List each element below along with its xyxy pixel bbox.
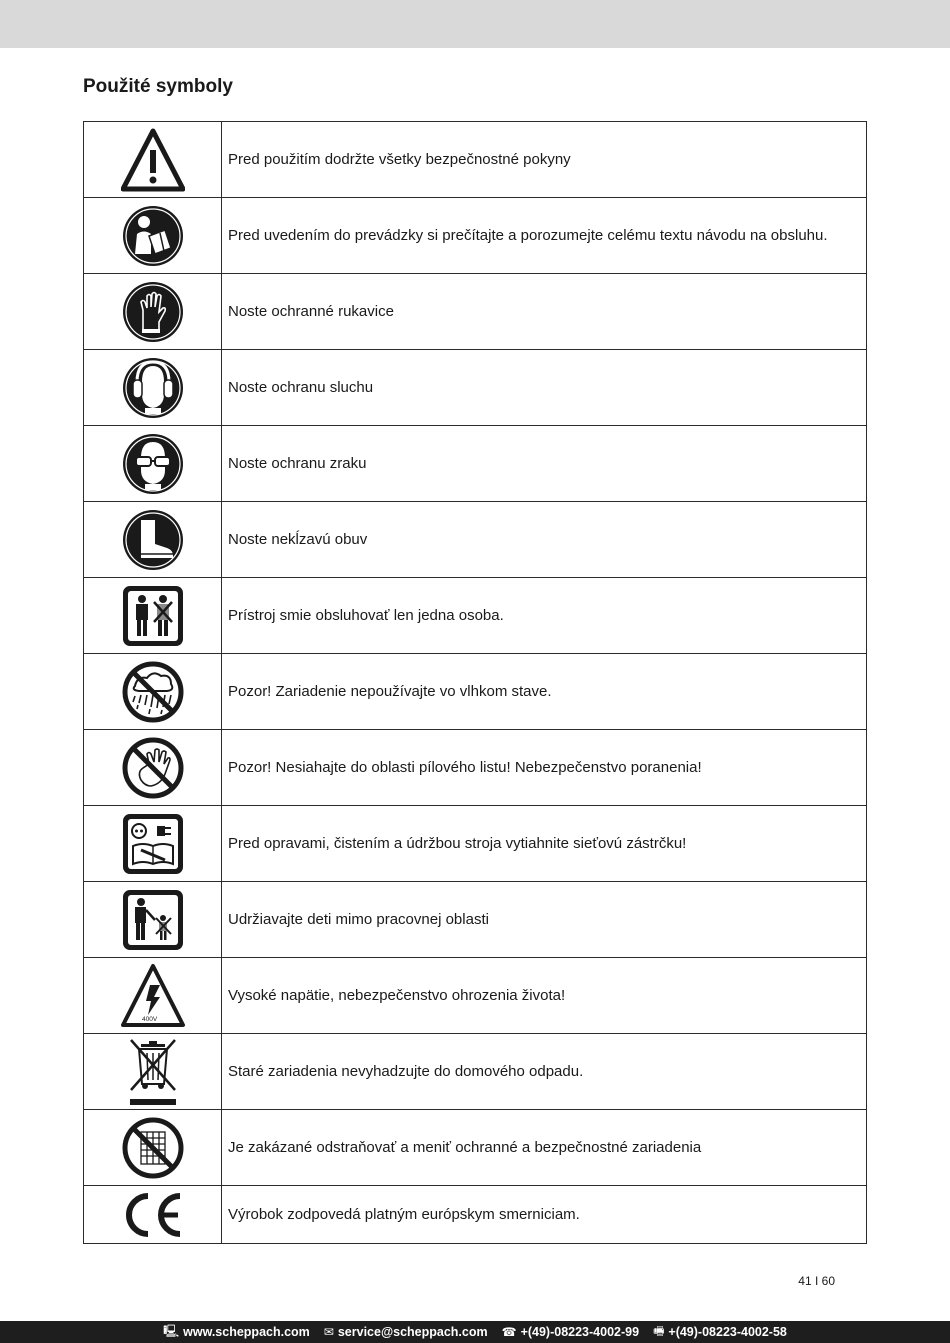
general-warning-triangle-icon: [121, 128, 185, 192]
high-voltage-icon: [120, 963, 186, 1029]
weee-crossed-bin-icon: [125, 1038, 181, 1106]
footer-fax: +(49)-08223-4002-58: [668, 1325, 787, 1339]
table-row: [84, 882, 867, 958]
footer-bar: [0, 1321, 950, 1343]
symbols-table: [83, 121, 867, 1244]
symbol-description: Pred použitím dodržte všetky bezpečnostné pokyny: [222, 122, 867, 198]
unplug-before-maintenance-icon: [121, 812, 185, 876]
top-header-band: [0, 0, 950, 48]
symbol-description: Výrobok zodpovedá platným európskym smerniciam.: [222, 1186, 867, 1244]
single-operator-icon: [121, 584, 185, 648]
symbol-description: Noste nekĺzavú obuv: [222, 502, 867, 578]
symbol-description: Vysoké napätie, nebezpečenstvo ohrozenia života!: [222, 958, 867, 1034]
table-row: [84, 1186, 867, 1244]
page-number: 41 I 60: [798, 1274, 835, 1288]
table-row: [84, 958, 867, 1034]
envelope-icon: ✉: [323, 1325, 334, 1339]
voltage-label: 400V: [141, 1015, 157, 1023]
table-row: [84, 122, 867, 198]
symbol-description: Noste ochranné rukavice: [222, 274, 867, 350]
footer-email[interactable]: service@scheppach.com: [337, 1325, 488, 1339]
table-row: [84, 198, 867, 274]
do-not-remove-guards-icon: [121, 1116, 185, 1180]
table-row: [84, 578, 867, 654]
wear-eye-protection-icon: [121, 432, 185, 496]
symbol-description: Pred uvedením do prevádzky si prečítajte a porozumejte celému textu návodu na obsluhu.: [222, 198, 867, 274]
keep-children-away-icon: [121, 888, 185, 952]
symbol-description: Staré zariadenia nevyhadzujte do domového odpadu.: [222, 1034, 867, 1110]
table-row: [84, 806, 867, 882]
table-row: [84, 502, 867, 578]
no-hands-icon: [121, 736, 185, 800]
no-rain-icon: [121, 660, 185, 724]
table-row: [84, 730, 867, 806]
table-row: [84, 274, 867, 350]
symbol-description: Noste ochranu zraku: [222, 426, 867, 502]
footer-phone: +(49)-08223-4002-99: [520, 1325, 640, 1339]
table-row: [84, 426, 867, 502]
symbol-description: Pred opravami, čistením a údržbou stroja vytiahnite sieťovú zástrčku!: [222, 806, 867, 882]
table-row: [84, 1110, 867, 1186]
table-row: [84, 654, 867, 730]
fax-icon: 🖷: [653, 1323, 665, 1338]
page-title: Použité symboly: [83, 76, 233, 97]
computer-icon: 🖳: [163, 1323, 180, 1338]
footer-website[interactable]: www.scheppach.com: [183, 1325, 310, 1339]
table-row: [84, 350, 867, 426]
symbol-description: Pozor! Nesiahajte do oblasti pílového listu! Nebezpečenstvo poranenia!: [222, 730, 867, 806]
symbol-description: Noste ochranu sluchu: [222, 350, 867, 426]
telephone-icon: ☎: [501, 1325, 517, 1339]
symbol-description: Je zakázané odstraňovať a meniť ochranné a bezpečnostné zariadenia: [222, 1110, 867, 1186]
table-row: [84, 1034, 867, 1110]
wear-safety-shoes-icon: [121, 508, 185, 572]
symbol-description: Udržiavajte deti mimo pracovnej oblasti: [222, 882, 867, 958]
wear-ear-protection-icon: [121, 356, 185, 420]
wear-gloves-icon: [121, 280, 185, 344]
ce-mark-icon: [120, 1190, 186, 1240]
symbol-description: Prístroj smie obsluhovať len jedna osoba.: [222, 578, 867, 654]
read-manual-icon: [121, 204, 185, 268]
symbol-description: Pozor! Zariadenie nepoužívajte vo vlhkom stave.: [222, 654, 867, 730]
